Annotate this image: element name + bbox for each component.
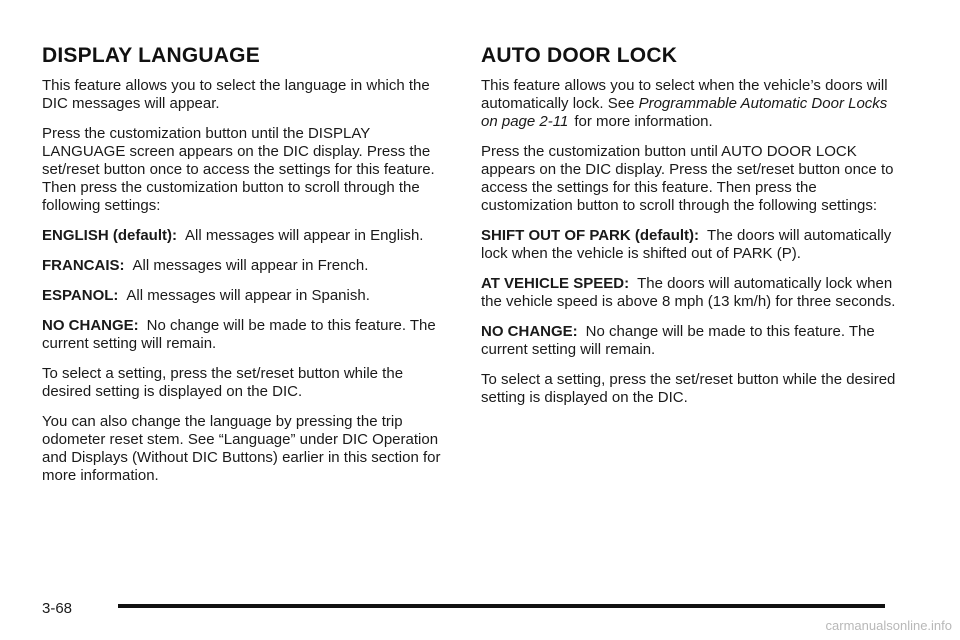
setting-no-change xyxy=(42,317,452,353)
setting-desc: All messages will appear in French. xyxy=(132,257,369,274)
instruction-paragraph: Press the customization button until AUTO DOOR LOCK appears on the DIC display. Press the set/reset button once to access the settings for this feature. Then press the customization button to scroll through the following settings: xyxy=(481,143,894,214)
setting-english xyxy=(42,227,452,245)
section-heading-display-language: DISPLAY LANGUAGE xyxy=(42,44,260,67)
footer-rule xyxy=(118,604,885,608)
intro-paragraph xyxy=(481,77,901,131)
alt-method-paragraph: You can also change the language by pressing the trip odometer reset stem. See “Language” under DIC Operation and Displays (Without DIC Buttons) earlier in this section for more information. xyxy=(42,413,441,484)
setting-shift-out-of-park xyxy=(481,227,901,263)
cross-reference-link[interactable]: Programmable Automatic Door Locks on page 2-11 xyxy=(481,95,888,130)
setting-term: ENGLISH (default): xyxy=(42,227,177,244)
setting-no-change xyxy=(481,323,901,359)
setting-desc: All messages will appear in English. xyxy=(185,227,424,244)
setting-term: FRANCAIS: xyxy=(42,257,125,274)
right-column xyxy=(481,44,901,419)
setting-term: AT VEHICLE SPEED: xyxy=(481,275,630,292)
setting-at-vehicle-speed xyxy=(481,275,901,311)
section-heading-auto-door-lock: AUTO DOOR LOCK xyxy=(481,44,678,67)
setting-desc: The doors will automatically lock when the vehicle speed is above 8 mph (13 km/h) for three seconds. xyxy=(481,275,896,310)
setting-desc: No change will be made to this feature. The current setting will remain. xyxy=(481,323,875,358)
setting-espanol xyxy=(42,287,452,305)
watermark: carmanualsonline.info xyxy=(825,618,952,633)
instruction-paragraph: Press the customization button until the DISPLAY LANGUAGE screen appears on the DIC display. Press the set/reset button once to access the settings for this feature. Then press the customization button to scroll through the following settings: xyxy=(42,125,435,214)
setting-term: SHIFT OUT OF PARK (default): xyxy=(481,227,700,244)
setting-desc: The doors will automatically lock when the vehicle is shifted out of PARK (P). xyxy=(481,227,892,262)
setting-francais xyxy=(42,257,452,275)
setting-term: NO CHANGE: xyxy=(481,323,578,340)
setting-term: ESPANOL: xyxy=(42,287,119,304)
page-number: 3-68 xyxy=(42,600,73,617)
setting-desc: No change will be made to this feature. The current setting will remain. xyxy=(42,317,436,352)
intro-text-end: for more information. xyxy=(574,113,713,130)
intro-text: This feature allows you to select when the vehicle’s doors will automatically lock. See xyxy=(481,77,888,112)
setting-term: NO CHANGE: xyxy=(42,317,139,334)
select-paragraph: To select a setting, press the set/reset button while the desired setting is displayed on the DIC. xyxy=(42,365,404,400)
setting-desc: All messages will appear in Spanish. xyxy=(126,287,370,304)
select-paragraph: To select a setting, press the set/reset button while the desired setting is displayed on the DIC. xyxy=(481,371,896,406)
left-column xyxy=(42,44,452,497)
intro-paragraph: This feature allows you to select the language in which the DIC messages will appear. xyxy=(42,77,430,112)
